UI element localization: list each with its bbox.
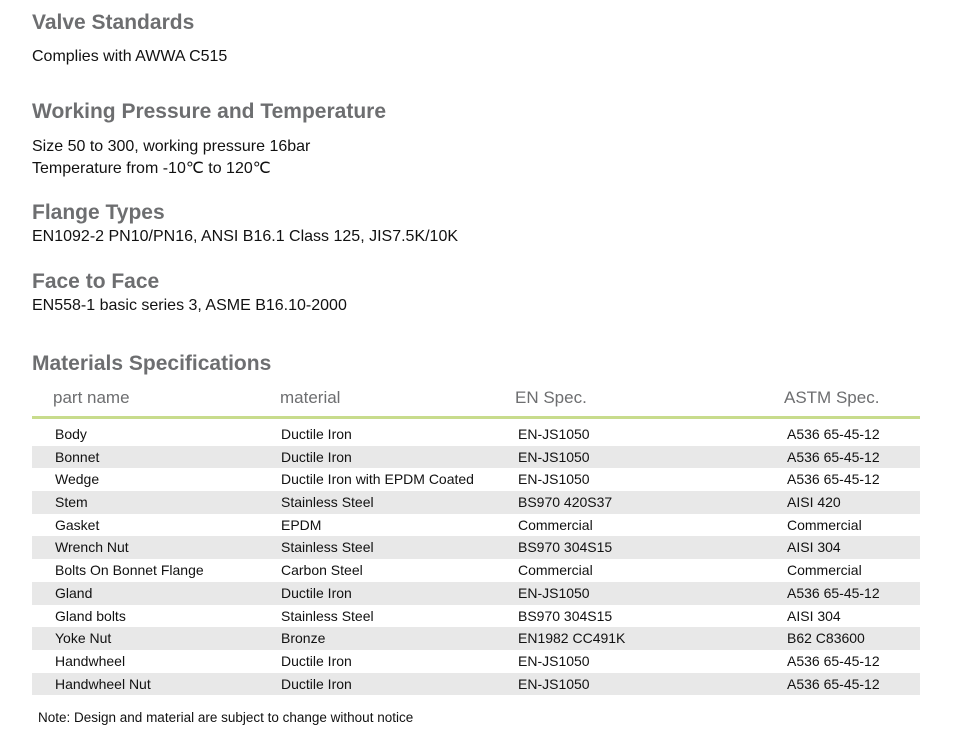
cell-material: Carbon Steel [281, 562, 363, 579]
table-row [32, 514, 920, 537]
flange-types-heading: Flange Types [32, 201, 165, 224]
cell-en-spec: EN-JS1050 [518, 426, 590, 442]
table-row [32, 627, 920, 650]
cell-en-spec: EN1982 CC491K [518, 630, 626, 647]
cell-part-name: Wrench Nut [55, 539, 129, 556]
cell-astm-spec: AISI 304 [787, 539, 841, 556]
table-row [32, 559, 920, 582]
cell-en-spec: EN-JS1050 [518, 652, 590, 669]
cell-material: Ductile Iron [281, 426, 352, 442]
cell-en-spec: BS970 420S37 [518, 494, 613, 511]
cell-en-spec: EN-JS1050 [518, 471, 590, 488]
header-astm-spec: ASTM Spec. [784, 388, 880, 407]
cell-material: Stainless Steel [281, 539, 374, 556]
cell-astm-spec: A536 65-45-12 [787, 471, 880, 488]
working-pressure-heading: Working Pressure and Temperature [32, 100, 386, 123]
cell-astm-spec: A536 65-45-12 [787, 426, 880, 442]
cell-part-name: Bonnet [55, 448, 100, 465]
cell-part-name: Gasket [55, 516, 100, 533]
cell-material: Stainless Steel [281, 494, 374, 511]
cell-part-name: Handwheel Nut [55, 675, 151, 692]
cell-material: Ductile Iron [281, 584, 352, 601]
cell-part-name: Handwheel [55, 652, 126, 669]
cell-part-name: Stem [55, 494, 88, 511]
cell-astm-spec: B62 C83600 [787, 630, 865, 647]
cell-material: Ductile Iron [281, 675, 352, 692]
valve-standards-text: Complies with AWWA C515 [32, 48, 228, 65]
cell-astm-spec: A536 65-45-12 [787, 448, 880, 465]
header-material: material [280, 388, 341, 407]
cell-en-spec: EN-JS1050 [518, 448, 590, 465]
working-pressure-text: Size 50 to 300, working pressure 16bar [32, 138, 311, 155]
cell-material: Stainless Steel [281, 607, 374, 624]
cell-astm-spec: AISI 304 [787, 607, 841, 624]
cell-astm-spec: Commercial [787, 562, 862, 579]
cell-en-spec: BS970 304S15 [518, 607, 613, 624]
cell-astm-spec: A536 65-45-12 [787, 675, 880, 692]
table-row [32, 468, 920, 491]
cell-part-name: Wedge [55, 471, 100, 488]
cell-material: Ductile Iron [281, 448, 352, 465]
table-row [32, 536, 920, 559]
flange-types-text: EN1092-2 PN10/PN16, ANSI B16.1 Class 125, JIS7.5K/10K [32, 228, 459, 245]
header-part-name: part name [53, 388, 130, 407]
materials-table [32, 384, 920, 695]
cell-en-spec: EN-JS1050 [518, 675, 590, 692]
table-row [32, 605, 920, 628]
table-row [32, 446, 920, 469]
cell-en-spec: Commercial [518, 562, 593, 579]
table-row [32, 650, 920, 673]
temperature-text: Temperature from -10℃ to 120℃ [32, 160, 271, 177]
footnote: Note: Design and material are subject to change without notice [38, 710, 414, 725]
cell-material: Ductile Iron [281, 652, 352, 669]
cell-material: EPDM [281, 516, 322, 533]
materials-heading: Materials Specifications [32, 352, 272, 375]
cell-astm-spec: Commercial [787, 516, 862, 533]
cell-part-name: Body [55, 426, 87, 442]
cell-astm-spec: AISI 420 [787, 494, 841, 511]
cell-astm-spec: A536 65-45-12 [787, 584, 880, 601]
table-row [32, 673, 920, 696]
table-row [32, 423, 920, 446]
cell-material: Ductile Iron with EPDM Coated [281, 471, 474, 488]
cell-part-name: Gland bolts [55, 607, 126, 624]
cell-en-spec: Commercial [518, 516, 593, 533]
header-en-spec: EN Spec. [515, 388, 587, 407]
table-body [32, 423, 920, 695]
cell-astm-spec: A536 65-45-12 [787, 652, 880, 669]
table-row [32, 491, 920, 514]
cell-part-name: Yoke Nut [55, 630, 112, 647]
table-row [32, 582, 920, 605]
cell-part-name: Bolts On Bonnet Flange [55, 562, 204, 579]
valve-standards-heading: Valve Standards [32, 11, 195, 34]
table-header [32, 384, 920, 419]
face-to-face-text: EN558-1 basic series 3, ASME B16.10-2000 [32, 297, 347, 314]
cell-en-spec: BS970 304S15 [518, 539, 613, 556]
cell-part-name: Gland [55, 584, 93, 601]
cell-material: Bronze [281, 630, 326, 647]
face-to-face-heading: Face to Face [32, 270, 160, 293]
cell-en-spec: EN-JS1050 [518, 584, 590, 601]
